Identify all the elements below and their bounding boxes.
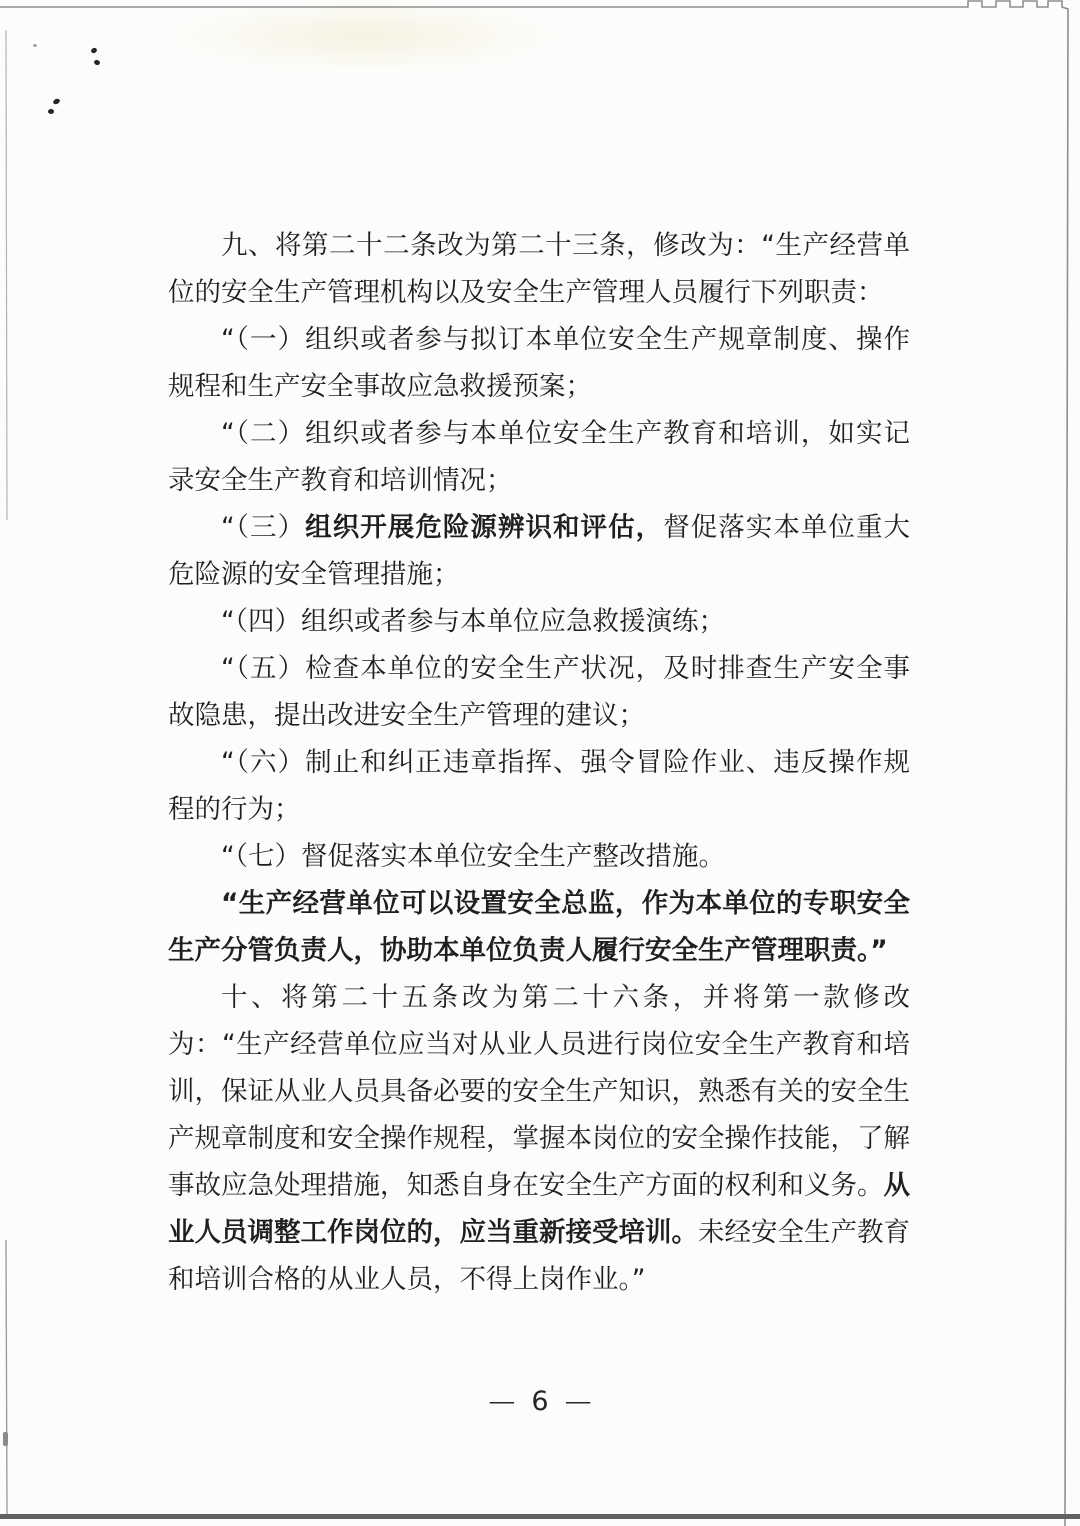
footer-dash: —	[488, 1389, 516, 1414]
scan-tint	[170, 0, 560, 72]
paragraph	[168, 974, 910, 1303]
text-run: 督促落实本单位重大危险源的安全管理措施；	[168, 512, 911, 590]
text-run: “（四）组织或者参与本单位应急救援演练；	[221, 606, 725, 637]
footer-dash: —	[564, 1389, 592, 1414]
page-footer	[0, 1386, 1080, 1417]
text-run: “（五）检查本单位的安全生产状况，及时排查生产安全事故隐患，提出改进安全生产管理的建议；	[168, 653, 910, 731]
text-run: 十、将第二十五条改为第二十六条，并将第一款修改为：“生产经营单位应当对从业人员进行岗位安全生产教育和培训，保证从业人员具备必要的安全生产知识，熟悉有关的安全生产规章制度和安全操作规程，掌握本岗位的安全操作技能，了解事故应急处理措施，知悉自身在安全生产方面的权利和义务。	[168, 982, 910, 1201]
text-run: “（六）制止和纠正违章指挥、强令冒险作业、违反操作规程的行为；	[168, 747, 910, 825]
text-run: 从业人员调整工作岗位的，应当重新接受培训。	[168, 1170, 910, 1248]
paragraph	[168, 504, 910, 598]
text-run: 未经安全生产教育和培训合格的从业人员，不得上岗作业。”	[168, 1217, 910, 1295]
text-run: “（二）组织或者参与本单位安全生产教育和培训，如实记录安全生产教育和培训情况；	[168, 418, 910, 496]
text-run: “生产经营单位可以设置安全总监，作为本单位的专职安全生产分管负责人，协助本单位负责人履行安全生产管理职责。”	[168, 888, 910, 966]
page-number: 6	[531, 1386, 549, 1417]
text-run: 组织开展危险源辨识和评估，	[305, 512, 664, 543]
ink-speck	[33, 44, 37, 47]
ink-speck	[93, 59, 100, 66]
paragraph	[168, 645, 910, 739]
ink-speck	[48, 109, 54, 114]
document-body	[168, 222, 910, 1303]
ink-speck	[52, 98, 60, 105]
text-run: “（三）	[221, 512, 306, 543]
page-edge-left-blob	[3, 1432, 8, 1446]
paragraph	[168, 739, 910, 833]
text-run: 九、将第二十二条改为第二十三条，修改为：“生产经营单位的安全生产管理机构以及安全生产管理人员履行下列职责：	[168, 230, 910, 308]
paragraph	[168, 410, 910, 504]
paragraph	[168, 222, 910, 316]
paragraph	[168, 833, 910, 880]
ink-speck	[90, 47, 98, 54]
page-edge-left-lower	[6, 1240, 7, 1516]
text-run: “（一）组织或者参与拟订本单位安全生产规章制度、操作规程和生产安全事故应急救援预案；	[168, 324, 910, 402]
page-edge-bottom	[0, 1514, 1080, 1519]
page-edge-left-upper	[6, 30, 7, 520]
text-run: “（七）督促落实本单位安全生产整改措施。	[221, 841, 725, 872]
paragraph	[168, 598, 910, 645]
paragraph	[168, 880, 910, 974]
paragraph	[168, 316, 910, 410]
